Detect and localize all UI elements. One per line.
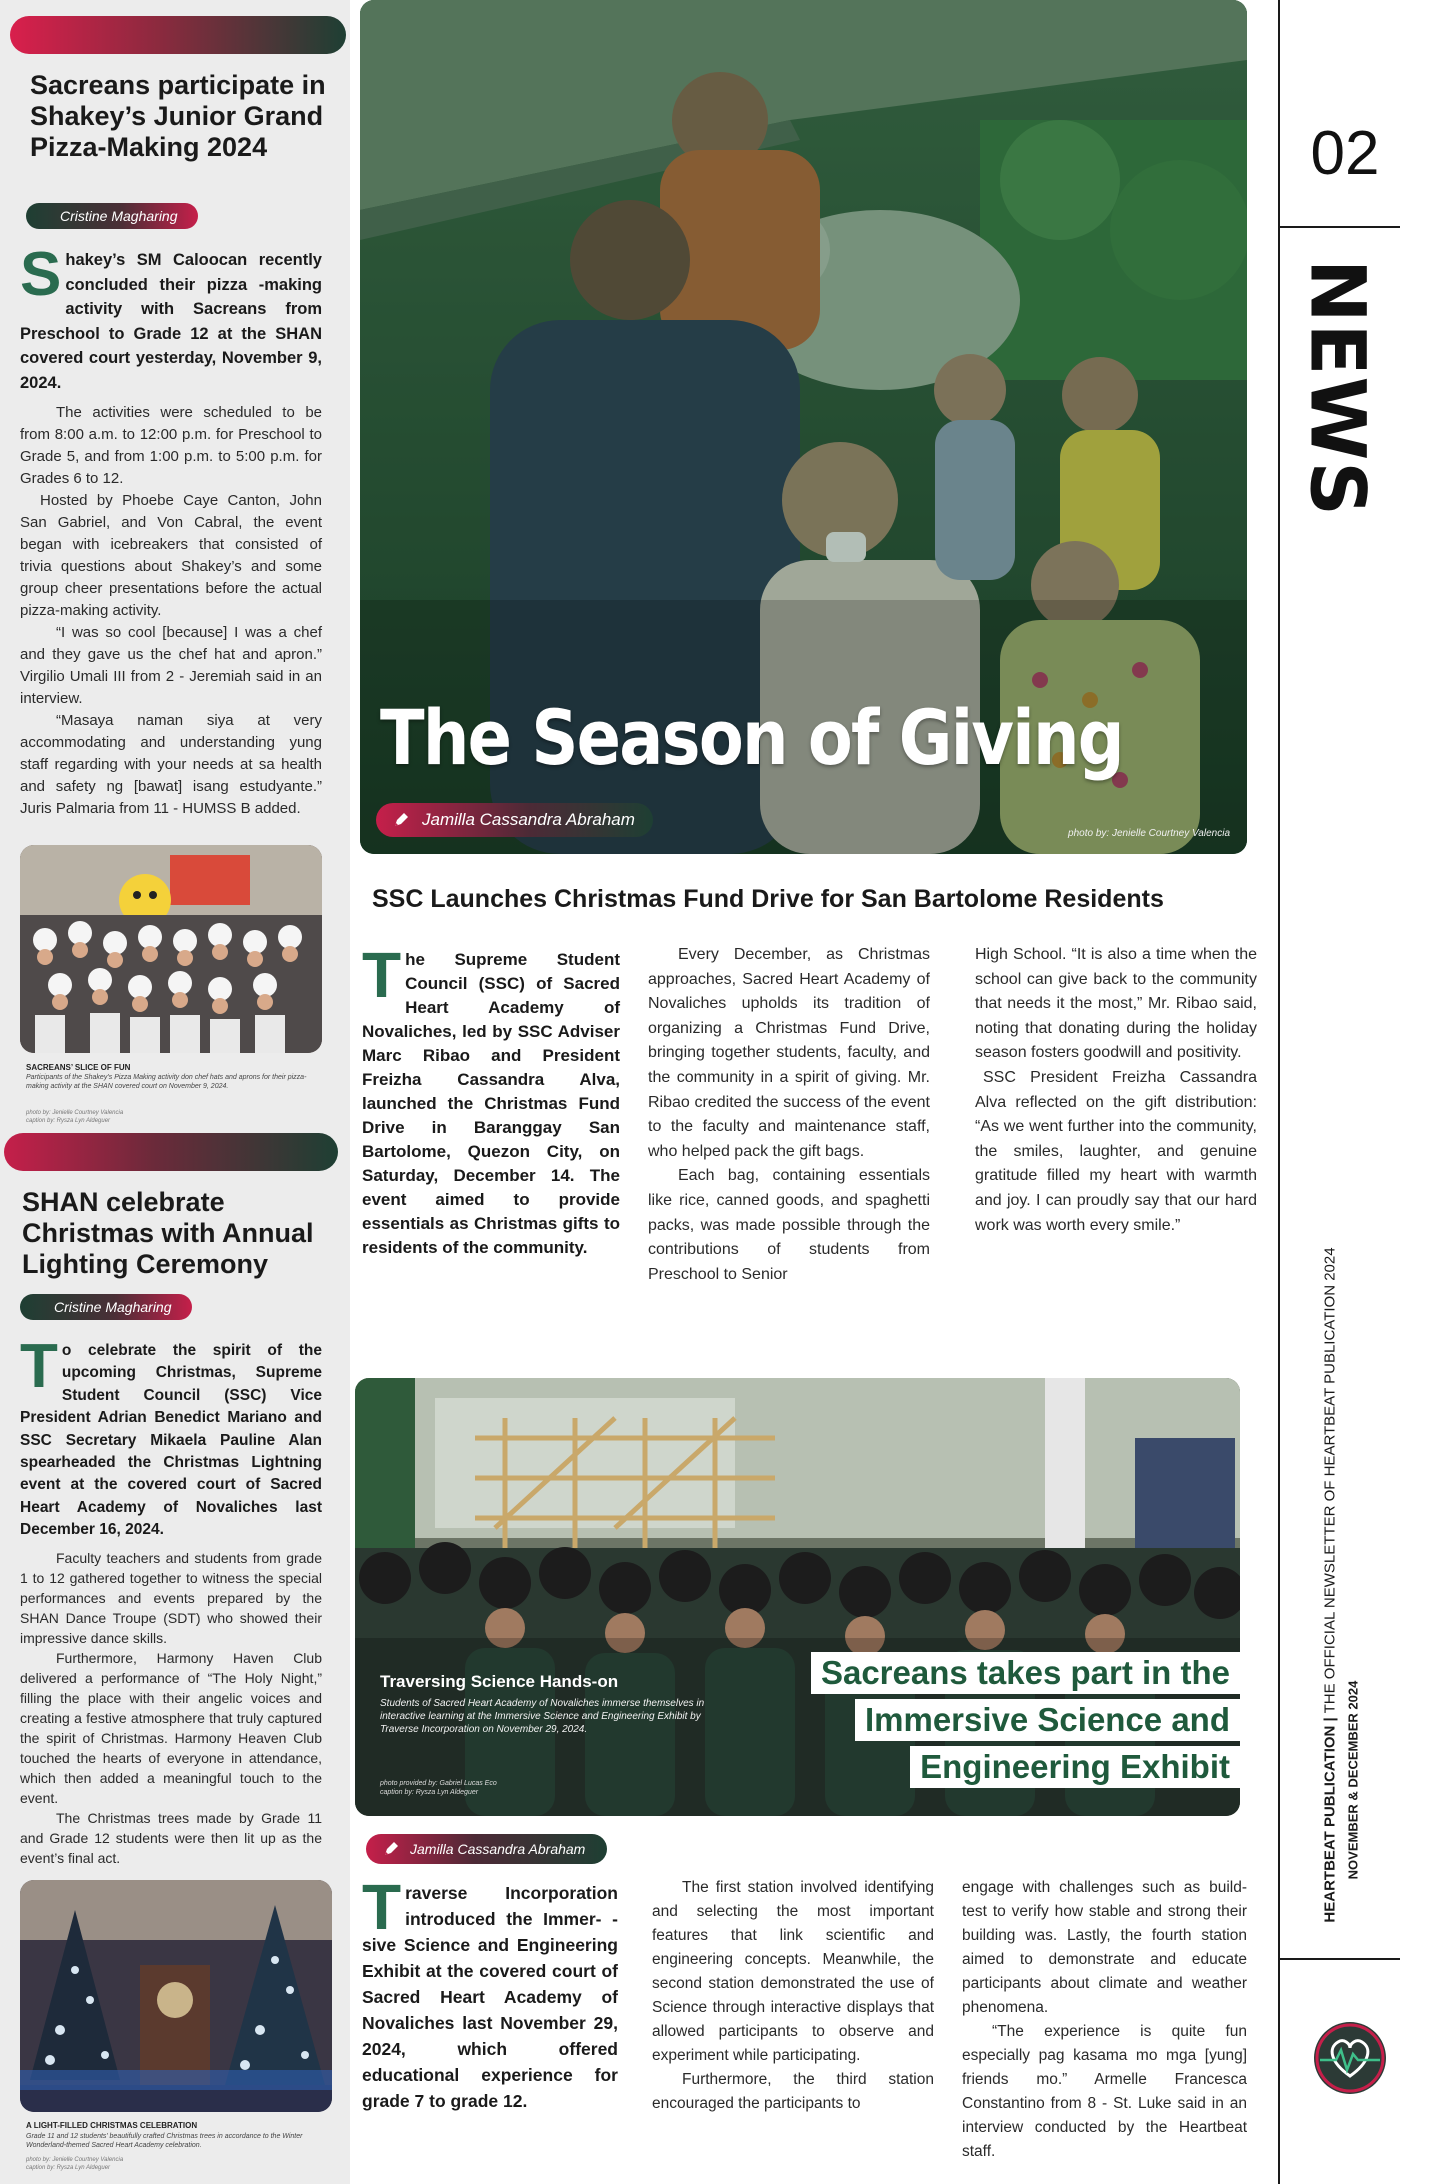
story1-lead-text: hakey’s SM Caloocan recently concluded their pizza -making activity with Sacreans from Preschool to Grade 12 at the SHAN covered court yesterday, November 9, 2024.: [20, 251, 322, 392]
christmas-trees-photo: [20, 1880, 332, 2112]
story2-paragraph: Furthermore, Harmony Haven Club delivered a performance of “The Holy Night,” filling the place with their angelic voices and creating a festive atmosphere that truly captured the spirit of Christmas. Harmony Heaven Club touched the hearts of everyone in attendance, which then added a meaningful touch to the event.: [20, 1650, 322, 1806]
story1-lead: [20, 240, 322, 395]
story1-dropcap: S: [20, 240, 62, 309]
story3-column-3: [975, 943, 1257, 1238]
story4-paragraph: Furthermore, the third station encouraged the participants to: [652, 2071, 934, 2112]
story1-photo-caption: Participants of the Shakey’s Pizza Making activity don chef hats and aprons for their pizza-making activity at the SHAN covered court on November 9, 2024.: [26, 1074, 307, 1090]
decorative-header-bar: [4, 1133, 338, 1171]
story3-lead-text: he Supreme Student Council (SSC) of Sacred Heart Academy of Novaliches, led by SSC Adviser Marc Ribao and President Freizha Cassandra Alva, launched the Christmas Fund Drive in Baranggay San Bartolome, Quezon City, on Saturday, December 14. The event aimed to provide essentials as Christmas gifts to residents of the community.: [362, 950, 620, 1257]
publication-masthead-text: [1322, 1247, 1339, 1922]
story4-photo-caption-title: Traversing Science Hands-on: [380, 1672, 619, 1691]
hero-photo-credit: photo by: Jenielle Courtney Valencia: [1068, 828, 1230, 839]
story4-photo-caption: Students of Sacred Heart Academy of Novaliches immerse themselves in interactive learning at the Immersive Science and Engineering Exhibit by Traverse Incorporation on November 29, 2024.: [380, 1698, 705, 1735]
story2-lead: [20, 1332, 322, 1542]
story1-photo-credit: photo by: Jenielle Courtney Valencia: [26, 1110, 124, 1116]
story1-paragraph: The activities were scheduled to be from 8:00 a.m. to 12:00 p.m. for Preschool to Grade 5, and from 1:00 p.m. to 5:00 p.m. for Grades 6 to 12.: [20, 404, 322, 487]
heartbeat-logo-icon: [1310, 2018, 1390, 2098]
rail-rule: [1280, 1958, 1400, 1960]
story4-photo-credit-text: photo provided by: Gabriel Lucas Eco: [380, 1780, 497, 1787]
story2-dropcap: T: [20, 1332, 58, 1401]
story4-byline-text: Jamilla Cassandra Abraham: [410, 1841, 586, 1857]
story2-photo-caption: Grade 11 and 12 students’ beautifully crafted Christmas trees in accordance to the Winter Wonderland-themed Sacred Heart Academy celebration.: [26, 2133, 303, 2149]
story4-headline-line: Immersive Science and: [855, 1699, 1240, 1741]
pen-icon: [392, 811, 410, 829]
story2-body: [20, 1548, 322, 1868]
story2-byline-text: Cristine Magharing: [54, 1299, 172, 1315]
rail-rule: [1280, 226, 1400, 228]
story3-paragraph: Each bag, containing essentials like rice, canned goods, and spaghetti packs, was made possible through the contributions of students from Preschool to Senior: [648, 1167, 930, 1283]
story4-byline: [366, 1834, 607, 1864]
story1-body: [20, 402, 322, 820]
story1-photo-caption-title: SACREANS’ SLICE OF FUN: [26, 1063, 131, 1072]
story2-caption-credit: caption by: Rysza Lyn Aldeguer: [26, 2165, 111, 2171]
story2-paragraph: The Christmas trees made by Grade 11 and Grade 12 students were then lit up as the event’s final act.: [20, 1810, 322, 1866]
section-label: [1273, 258, 1403, 518]
story4-column-3: [962, 1876, 1247, 2164]
story4-photo-credit: [380, 1779, 580, 1797]
publication-separator: |: [1321, 1717, 1339, 1722]
story4-paragraph: The first station involved identifying and selecting the most important features that link scientific and engineering concepts. Meanwhile, the second station demonstrated the use of Science through interactive displays that allowed participants to observe and experiment while participating.: [652, 1879, 934, 2064]
story3-paragraph: Every December, as Christmas approaches, Sacred Heart Academy of Novaliches upholds its tradition of organizing a Christmas Fund Drive, bringing together students, faculty, and the community in a spirit of giving. Mr. Ribao credited the success of the event to the faculty and maintenance staff, who helped pack the gift bags.: [648, 946, 930, 1160]
story4-lead: [362, 1871, 618, 2114]
story3-headline: SSC Launches Christmas Fund Drive for San Bartolome Residents: [372, 885, 1164, 913]
publication-tagline: THE OFFICIAL NEWSLETTER OF HEARTBEAT PUBLICATION 2024: [1321, 1247, 1339, 1714]
story3-paragraph: SSC President Freizha Cassandra Alva reflected on the gift distribution: “As we went further into the community, the smiles, laughter, and genuine gratitude filled my heart with warmth and joy. I can proudly say that our hard work was worth every smile.”: [975, 1068, 1257, 1234]
heartbeat-logo: [1310, 2018, 1390, 2098]
story3-dropcap: T: [362, 939, 402, 1011]
story1-title: Sacreans participate in Shakey’s Junior Grand Pizza-Making 2024: [30, 70, 326, 162]
story4-dropcap: T: [362, 1871, 402, 1943]
issue-date-text: NOVEMBER & DECEMBER 2024: [1345, 1680, 1361, 1880]
story2-photo-caption-title: A LIGHT-FILLED CHRISTMAS CELEBRATION: [26, 2121, 198, 2130]
story2-title: SHAN celebrate Christmas with Annual Lighting Ceremony: [22, 1187, 314, 1279]
story4-lead-text: raverse Incorporation introduced the Immer- -sive Science and Engineering Exhibit at the covered court of Sacred Heart Academy of Novaliches last November 29, 2024, which offered educational experience for grade 7 to grade 12.: [362, 1883, 618, 2111]
hero-byline: [376, 803, 653, 837]
story2-byline: [20, 1294, 192, 1320]
story1-paragraph: Hosted by Phoebe Caye Canton, John San Gabriel, and Von Cabral, the event began with icebreakers that consisted of trivia questions about Shakey’s and some group cheer presentations before the actual pizza-making activity.: [20, 492, 322, 619]
story3-paragraph: High School. “It is also a time when the school can give back to the community that needs it the most,” Mr. Ribao said, noting that donating during the holiday season fosters goodwill and positivity.: [975, 946, 1257, 1062]
story3-column-2: [648, 943, 930, 1287]
christmas-trees-photo-illustration: [20, 1880, 332, 2112]
decorative-header-bar: [10, 16, 346, 54]
story3-lead: [362, 939, 620, 1260]
story2-lead-text: o celebrate the spirit of the upcoming Christmas, Supreme Student Council (SSC) Vice President Adrian Benedict Mariano and SSC Secretary Mikaela Pauline Alan spearheaded the Christmas Lightning event at the covered court of Sacred Heart Academy of Novaliches last December 16, 2024.: [20, 1342, 322, 1539]
publication-name: HEARTBEAT PUBLICATION: [1321, 1725, 1339, 1923]
story1-byline: [26, 203, 198, 229]
issue-date: [1340, 1640, 1366, 1920]
story1-paragraph: “Masaya naman siya at very accommodating and understanding yung staff regarding with your needs at sa health and safety ng [bawat] isang estudyante.” Juris Palmaria from 11 - HUMSS B added.: [20, 712, 322, 817]
section-label-text: NEWS: [1293, 258, 1383, 518]
story2-paragraph: Faculty teachers and students from grade 1 to 12 gathered together to witness the special performances and events prepared by the SHAN Dance Troupe (SDT) who showed their impressive dance skills.: [20, 1550, 322, 1646]
pizza-making-photo: [20, 845, 322, 1053]
page-number: 02: [1310, 119, 1380, 188]
story2-photo-credit: photo by: Jenielle Courtney Valencia: [26, 2157, 124, 2163]
pizza-making-photo-illustration: [20, 845, 322, 1053]
story1-paragraph: “I was so cool [because] I was a chef and they gave us the chef hat and apron.” Virgilio Umali III from 2 - Jeremiah said in an interview.: [20, 624, 322, 707]
hero-byline-text: Jamilla Cassandra Abraham: [422, 810, 635, 829]
story4-paragraph: “The experience is quite fun especially pag kasama mo mga [yung] friends mo.” Armelle Francesca Constantino from 8 - St. Luke said in an interview conducted by the Heartbeat staff.: [962, 2023, 1247, 2160]
story4-headline-line: Engineering Exhibit: [910, 1746, 1240, 1788]
story1-caption-credit: caption by: Rysza Lyn Aldeguer: [26, 1118, 111, 1124]
hero-title: The Season of Giving: [380, 693, 1123, 782]
story1-byline-text: Cristine Magharing: [60, 208, 178, 224]
story4-caption-credit-text: caption by: Rysza Lyn Aldeguer: [380, 1789, 479, 1796]
story4-paragraph: engage with challenges such as build-test to verify how stable and strong their building was. Lastly, the fourth station aimed to demonstrate and educate participants about climate and weather phenomena.: [962, 1879, 1247, 2016]
story4-column-2: [652, 1876, 934, 2116]
story4-headline-line: Sacreans takes part in the: [811, 1652, 1240, 1694]
pen-icon: [382, 1840, 400, 1858]
